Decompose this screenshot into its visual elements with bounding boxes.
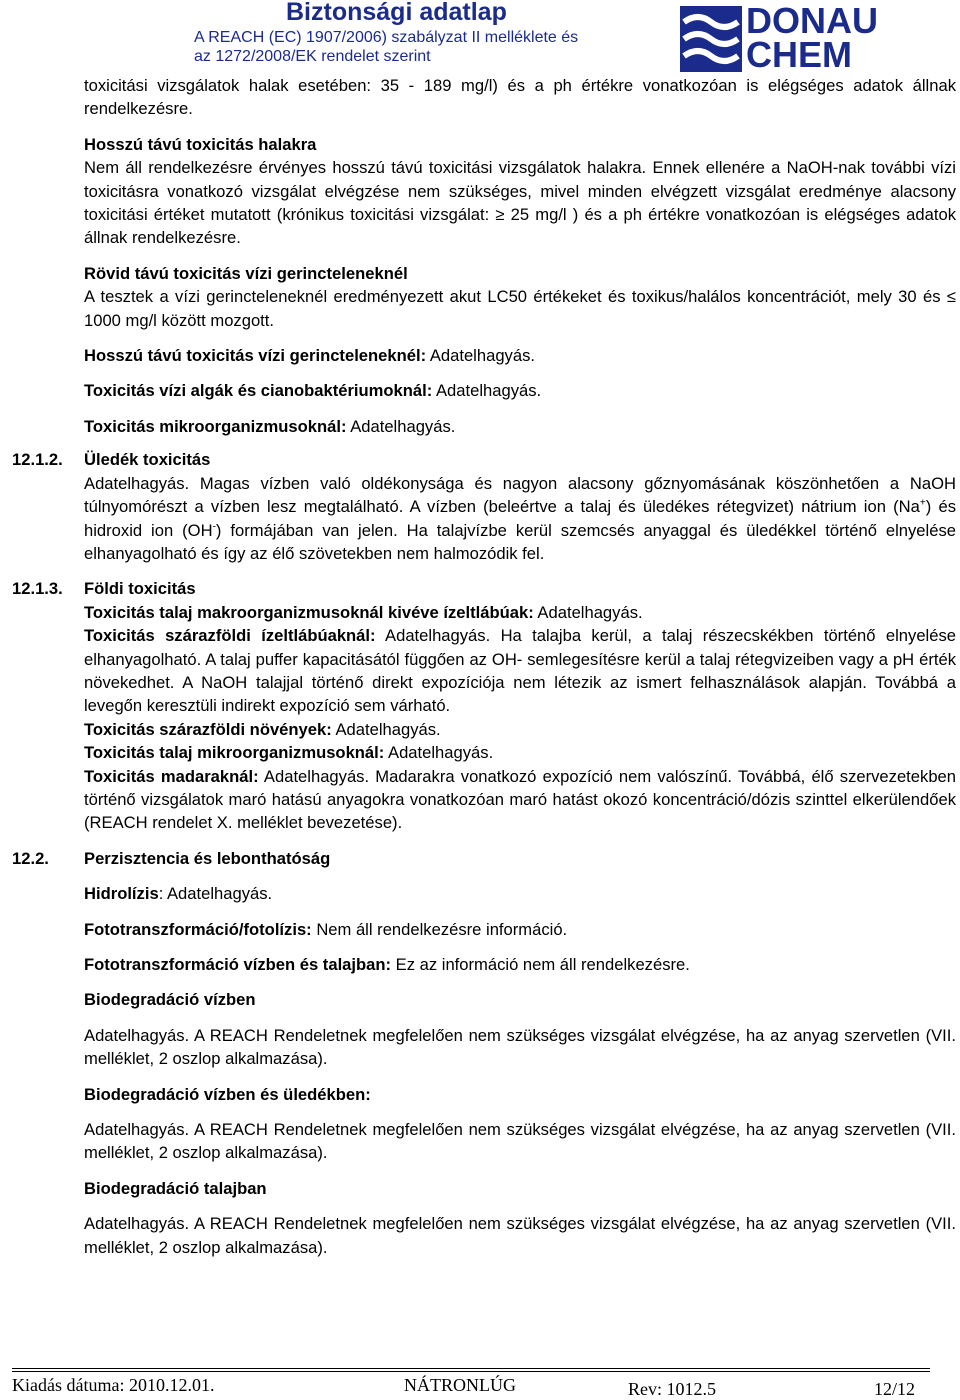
- hydroxide-charge: -: [212, 520, 216, 532]
- page-header: [0, 0, 960, 76]
- section-number: 12.1.3.: [12, 579, 63, 599]
- footer-rule: [12, 1368, 930, 1369]
- sediment-text-b: ) és hidroxid ion (OH: [84, 497, 956, 540]
- soil-macro-row: [84, 601, 956, 624]
- birds-label: Toxicitás madaraknál:: [84, 766, 259, 786]
- biodeg-water-text: Adatelhagyás. A REACH Rendeletnek megfelelően nem szükséges vizsgálat elvégzése, ha az anyag szervetlen (VII. melléklet, 2 oszlop alkalmazása).: [84, 1025, 956, 1069]
- birds-value: Adatelhagyás. Madarakra vonatkozó expozíció nem valószínű. Továbbá, élő szervezetekben történő vizsgálatok maró hatású anyagokra vonatkozóan maró hatást okozó koncentráció/dózis szinttel elkerülendőek (REACH rendelet X. melléklet bevezetése).: [84, 766, 956, 833]
- algae-toxicity-label: Toxicitás vízi algák és cianobaktériumoknál:: [84, 381, 433, 401]
- issue-date: Kiadás dátuma: 2010.12.01.: [12, 1375, 215, 1395]
- soil-micro-row: [84, 741, 956, 764]
- footer-rule-2: [12, 1371, 930, 1372]
- short-term-invertebrate-heading: [84, 262, 956, 285]
- hydrolysis-label: Hidrolízis: [84, 884, 159, 904]
- biodeg-water-sediment-heading: [84, 1083, 956, 1106]
- biodeg-water-sediment-text: Adatelhagyás. A REACH Rendeletnek megfelelően nem szükséges vizsgálat elvégzése, ha az anyag szervetlen (VII. melléklet, 2 oszlop alkalmazása).: [84, 1120, 956, 1163]
- birds-row: [84, 765, 956, 835]
- long-term-invertebrate-row: [84, 344, 956, 367]
- soil-arthropod-row: [84, 624, 956, 718]
- microorganism-toxicity-row: [84, 415, 956, 438]
- sodium-charge: +: [919, 497, 926, 509]
- biodeg-soil-heading: [84, 1177, 956, 1200]
- hydrolysis-row: [84, 882, 956, 905]
- revision-number: Rev: 1012.5: [628, 1379, 716, 1399]
- biodeg-soil-text: Adatelhagyás. A REACH Rendeletnek megfelelően nem szükséges vizsgálat elvégzése, ha az anyag szervetlen (VII. melléklet, 2 oszlop alkalmazása).: [84, 1214, 956, 1257]
- document-body: [0, 74, 960, 1259]
- biodeg-water-sediment-title: Biodegradáció vízben és üledékben:: [84, 1084, 371, 1104]
- page-number: 12/12: [874, 1379, 916, 1399]
- section-12-1-2-heading: [0, 448, 960, 471]
- section-12-1-3-heading: [0, 577, 960, 600]
- soil-micro-label: Toxicitás talaj mikroorganizmusoknál:: [84, 743, 385, 763]
- long-term-fish-heading: [84, 133, 956, 156]
- photo-water-soil-label: Fototranszformáció vízben és talajban:: [84, 955, 392, 974]
- regulation-line-1: A REACH (EC) 1907/2006) szabályzat II melléklete és: [194, 29, 579, 46]
- algae-toxicity-row: [84, 379, 956, 402]
- section-12-2-heading: [0, 847, 960, 870]
- algae-toxicity-value: Adatelhagyás.: [432, 381, 542, 401]
- microorganism-toxicity-label: Toxicitás mikroorganizmusoknál:: [84, 416, 347, 436]
- section-title: Földi toxicitás: [84, 579, 196, 599]
- soil-micro-value: Adatelhagyás.: [384, 743, 494, 763]
- section-title: Üledék toxicitás: [84, 450, 211, 470]
- section-number: 12.2.: [12, 848, 49, 868]
- photo-water-soil-row: [84, 953, 956, 976]
- long-term-invertebrate-label: Hosszú távú toxicitás vízi gerincteleneknél:: [84, 346, 427, 366]
- photolysis-label: Fototranszformáció/fotolízis:: [84, 919, 312, 939]
- soil-arthropod-value: Adatelhagyás. Ha talajba kerül, a talaj részecskékben történő elnyelése elhanyagolható. A talaj puffer kapacitásától függően az OH- semlegesítésre kerül a talaj rétegvizeiben vagy a pH érték növekedhet. A NaOH talajjal történő direkt expozíciója nem létezik az ismert felhasználások alapján. Továbbá a levegőn keresztüli indirekt expozíció sem várható.: [84, 626, 956, 716]
- product-name: NÁTRONLÚG: [404, 1375, 516, 1395]
- long-term-fish-text: Nem áll rendelkezésre érvényes hosszú távú toxicitási vizsgálatok halakra. Ennek ellenére a NaOH-nak további vízi toxicitásra vonatkozó vizsgálat elvégzése nem szükséges, mivel minden elvégzett vizsgálat eredménye alacsony toxicitási értéket mutatott (krónikus toxicitási vizsgálat: ≥ 25 mg/l ) és a ph értékre vonatkozóan is elégséges adatok állnak rendelkezésre.: [84, 158, 956, 248]
- soil-macro-label: Toxicitás talaj makroorganizmusoknál kivéve ízeltlábúak:: [84, 602, 534, 622]
- section-title: Perzisztencia és lebonthatóság: [84, 848, 331, 868]
- photo-water-soil-value: Ez az információ nem áll rendelkezésre.: [391, 955, 690, 974]
- donau-chem-logo: [680, 0, 920, 76]
- photolysis-row: [84, 918, 956, 941]
- logo-wave-icon: [680, 6, 742, 72]
- short-term-invertebrate-text: A tesztek a vízi gerincteleneknél eredményezett akut LC50 értékeket és toxikus/halálos koncentrációt, mely 30 és ≤ 1000 mg/l között mozgott.: [84, 287, 956, 330]
- sediment-text-c: ) formájában van jelen. Ha talajvízbe kerül szemcsés anyaggal és üledékkel történő elnyelése elhanyagolható és így az élő szövetekben nem halmozódik fel.: [84, 520, 956, 563]
- biodeg-water-heading: [84, 988, 956, 1011]
- biodeg-water-title: Biodegradáció vízben: [84, 990, 256, 1010]
- intro-paragraph: toxicitási vizsgálatok halak esetében: 35 - 189 mg/l) és a ph értékre vonatkozóan is elégséges adatok állnak rendelkezésre.: [84, 76, 956, 119]
- soil-macro-value: Adatelhagyás.: [533, 602, 643, 622]
- microorganism-toxicity-value: Adatelhagyás.: [346, 416, 456, 436]
- photolysis-value: Nem áll rendelkezésre információ.: [311, 919, 568, 939]
- long-term-invertebrate-value: Adatelhagyás.: [426, 346, 535, 366]
- hydrolysis-value: : Adatelhagyás.: [158, 884, 273, 904]
- soil-plants-row: [84, 718, 956, 741]
- soil-arthropod-label: Toxicitás szárazföldi ízeltlábúaknál:: [84, 626, 376, 646]
- sediment-text-a: Adatelhagyás. Magas vízben való oldékonysága és nagyon alacsony gőznyomásának köszönhetően a NaOH túlnyomórészt a vízben lesz megtalálható. A vízben (beleértve a talaj és üledékes rétegvizet) nátrium ion (Na: [84, 473, 956, 517]
- section-number: 12.1.2.: [12, 450, 63, 470]
- logo-text-chem: CHEM: [746, 34, 852, 75]
- page-footer: [12, 1368, 930, 1399]
- sediment-text: [84, 472, 956, 566]
- short-term-invertebrate-title: Rövid távú toxicitás vízi gerincteleneknél: [84, 263, 408, 283]
- long-term-fish-title: Hosszú távú toxicitás halakra: [84, 134, 317, 154]
- document-title: Biztonsági adatlap: [286, 0, 507, 26]
- regulation-line-2: az 1272/2008/EK rendelet szerint: [194, 48, 431, 65]
- soil-plants-label: Toxicitás szárazföldi növények:: [84, 719, 332, 739]
- logo-text-donau: DONAU: [746, 0, 878, 41]
- soil-plants-value: Adatelhagyás.: [331, 719, 441, 739]
- biodeg-soil-title: Biodegradáció talajban: [84, 1178, 267, 1198]
